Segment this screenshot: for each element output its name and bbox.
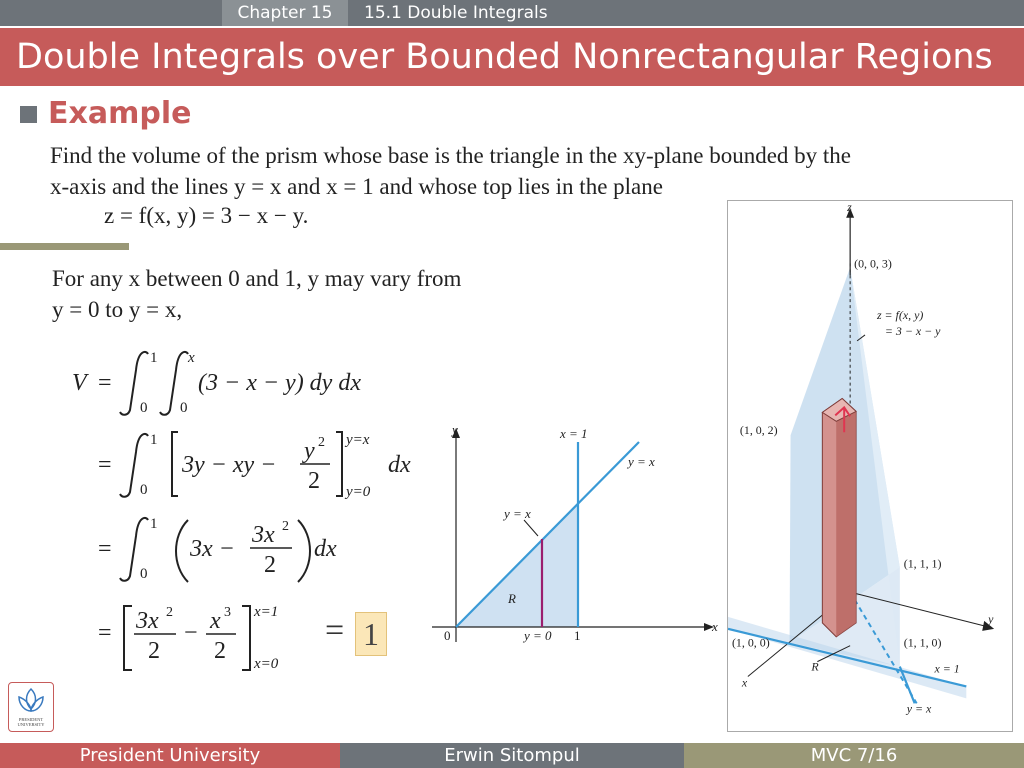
upper-y-eq-x: y=x xyxy=(346,432,370,448)
upper-x-eq-1: x=1 xyxy=(254,604,279,620)
point-0-0-3: (0, 0, 3) xyxy=(854,256,892,271)
problem-line-2: x-axis and the lines y = x and x = 1 and whose top lies in the plane xyxy=(50,174,663,199)
footer xyxy=(0,743,1024,768)
lower-limit-1: 0 xyxy=(140,400,148,416)
footer-university: President University xyxy=(0,743,340,768)
upper-limit-1: 1 xyxy=(150,350,158,366)
denominator-3: 2 xyxy=(264,552,276,578)
chapter-label: Chapter 15 xyxy=(222,0,348,26)
region-figure-2d xyxy=(422,420,727,655)
example-heading: Example xyxy=(48,96,192,131)
point-1-1-1: (1, 1, 1) xyxy=(903,556,942,571)
lower-limit-4: 0 xyxy=(140,566,148,582)
problem-line-3: z = f(x, y) = 3 − x − y. xyxy=(104,203,309,228)
three-x-minus: 3x − xyxy=(190,536,235,562)
prism-figure-3d xyxy=(727,200,1013,732)
footer-author: Erwin Sitompul xyxy=(340,743,684,768)
y-equals-0-label: y = 0 xyxy=(524,628,552,643)
bullet-square-icon xyxy=(20,106,37,123)
equals-4: = xyxy=(98,620,112,646)
section-label: 15.1 Double Integrals xyxy=(364,3,548,23)
x-equals-1-label-3d: x = 1 xyxy=(934,661,960,676)
point-1-0-2: (1, 0, 2) xyxy=(739,423,778,438)
y-equals-x-label-3d: y = x xyxy=(906,701,932,716)
three-x-sq-num-2: 3x xyxy=(136,608,159,634)
right-bracket-1 xyxy=(336,432,342,496)
point-1-1-0: (1, 1, 0) xyxy=(903,635,942,650)
y-axis-label-3d: y xyxy=(988,611,994,626)
upper-limit-3: 1 xyxy=(150,516,158,532)
v-symbol: V xyxy=(72,370,87,396)
region-r-label: R xyxy=(508,591,516,606)
denominator-4: 2 xyxy=(148,638,160,664)
one-label: 1 xyxy=(574,628,581,643)
squared-exp: 2 xyxy=(318,435,325,450)
bracket-body: 3y − xy − xyxy=(182,452,277,478)
problem-statement xyxy=(50,140,1000,202)
equals-2: = xyxy=(98,452,112,478)
left-bracket-2 xyxy=(124,606,132,670)
right-paren xyxy=(298,520,310,582)
range-line-2: y = 0 to y = x, xyxy=(52,297,183,322)
x-axis-label-3d: x xyxy=(741,675,748,690)
x-cubed-num: x xyxy=(210,608,221,634)
dx-3: dx xyxy=(314,536,337,562)
prism-column-side xyxy=(836,411,856,636)
lower-limit-2: 0 xyxy=(180,400,188,416)
x-axis-label: x xyxy=(712,619,718,634)
upper-limit-x: x xyxy=(188,350,195,366)
result-equals: = xyxy=(325,612,345,649)
z-axis-label: z xyxy=(847,200,852,214)
top-bar xyxy=(0,0,1024,26)
plane-label-1: z = f(x, y) xyxy=(876,308,924,323)
lower-y-eq-0: y=0 xyxy=(346,484,371,500)
divider-bar xyxy=(0,243,129,250)
dx-2: dx xyxy=(388,452,411,478)
region-r-label-3d: R xyxy=(811,659,819,674)
denominator-5: 2 xyxy=(214,638,226,664)
university-logo xyxy=(8,682,54,732)
plane-label-2: = 3 − x − y xyxy=(884,323,941,338)
left-bracket-1 xyxy=(172,432,178,496)
integrand-1: (3 − x − y) dy dx xyxy=(198,370,361,396)
footer-page: MVC 7/16 xyxy=(684,743,1024,768)
right-bracket-2 xyxy=(242,606,250,670)
three-x-sq-num: 3x xyxy=(252,522,275,548)
squared-exp-2: 2 xyxy=(282,519,289,534)
logo-text-line2: UNIVERSITY xyxy=(17,722,45,727)
point-1-0-0: (1, 0, 0) xyxy=(731,635,770,650)
leader-line xyxy=(524,520,538,536)
range-line-1: For any x between 0 and 1, y may vary from xyxy=(52,266,462,291)
minus-sign: − xyxy=(184,620,198,646)
logo-emblem-icon xyxy=(9,683,53,731)
equals-1: = xyxy=(98,370,112,396)
y-squared-num: y xyxy=(304,438,315,464)
equals-3: = xyxy=(98,536,112,562)
slide-title: Double Integrals over Bounded Nonrectangular Regions xyxy=(0,28,1024,86)
origin-label: 0 xyxy=(444,628,451,643)
answer-box: 1 xyxy=(355,612,387,656)
problem-line-1: Find the volume of the prism whose base is the triangle in the xy-plane bounded by the xyxy=(50,143,852,168)
upper-limit-2: 1 xyxy=(150,432,158,448)
left-paren xyxy=(176,520,188,582)
logo-text-line1: PRESIDENT xyxy=(18,717,44,722)
denominator-2: 2 xyxy=(308,468,320,494)
range-statement xyxy=(52,263,461,325)
lower-x-eq-0: x=0 xyxy=(254,656,279,672)
y-equals-x-label: y = x xyxy=(628,454,655,469)
squared-exp-3: 2 xyxy=(166,605,173,620)
y-axis-label: y xyxy=(452,422,458,437)
cubed-exp: 3 xyxy=(224,605,231,620)
x-equals-1-label: x = 1 xyxy=(560,426,588,441)
y-equals-x-leader-label: y = x xyxy=(504,506,531,521)
lower-limit-3: 0 xyxy=(140,482,148,498)
